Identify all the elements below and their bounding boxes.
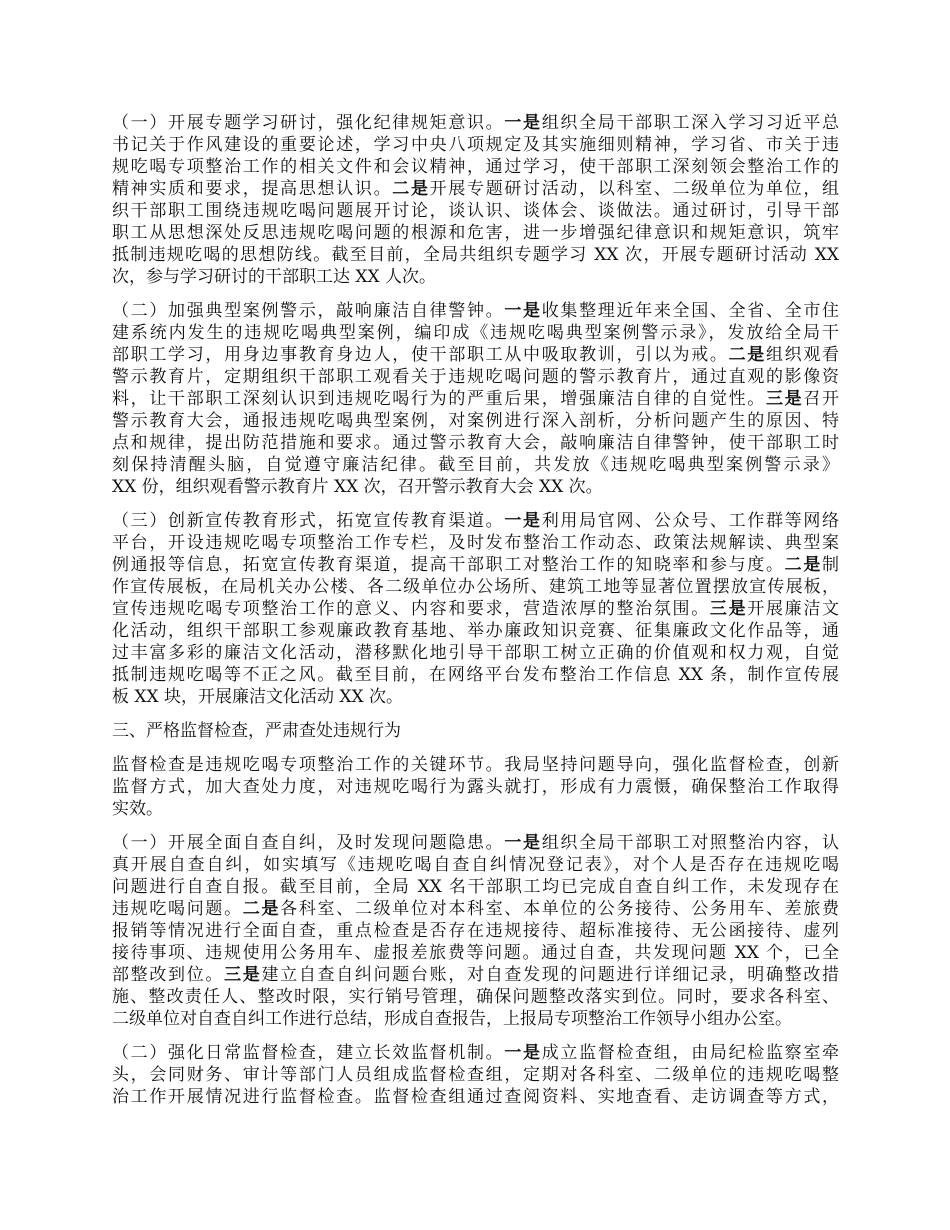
text-line — [112, 554, 839, 576]
text-line — [112, 322, 839, 344]
bold-keyword: 三是 — [765, 389, 804, 409]
text-line — [112, 832, 839, 854]
text-run: 组织全局干部职工对照整治内容，认 — [541, 833, 840, 853]
text-run: 料，让干部职工深刻认识到违规吃喝行为的严重后果，增强廉洁自律的自觉性。 — [112, 389, 766, 409]
text-line — [112, 244, 839, 266]
text-run: 问题进行自查自报。截至目前，全局 XX 名干部职工均已完成自查自纠工作，未发现存在 — [112, 877, 839, 897]
bold-keyword: 二是 — [392, 179, 430, 199]
text-run: （一）开展全面自查自纠，及时发现问题隐患。 — [112, 833, 505, 853]
text-line — [112, 366, 839, 388]
text-line — [112, 1008, 839, 1030]
text-line — [112, 266, 839, 288]
text-run: 精神实质和要求，提高思想认识。 — [112, 179, 393, 199]
bold-keyword: 三是 — [224, 965, 262, 985]
text-run: 刻保持清醒头脑，自觉遵守廉洁纪律。截至目前，共发放《违规吃喝典型案例警示录》 — [112, 455, 839, 475]
bold-keyword: 一是 — [504, 301, 542, 321]
bold-keyword: 二是 — [242, 899, 281, 919]
bold-keyword: 一是 — [504, 113, 542, 133]
text-line — [112, 156, 839, 178]
text-line — [112, 178, 839, 200]
text-run: 警示教育片，定期组织干部职工观看关于违规吃喝问题的警示教育片，通过直观的影像资 — [112, 367, 839, 387]
text-line — [112, 1086, 839, 1108]
text-line — [112, 598, 839, 620]
bold-keyword: 一是 — [504, 511, 542, 531]
text-line — [112, 222, 839, 244]
text-run: 组织观看 — [765, 345, 840, 365]
text-line — [112, 510, 839, 532]
text-line — [112, 798, 839, 820]
text-line — [112, 476, 839, 498]
text-run: 制 — [822, 555, 840, 575]
text-line — [112, 776, 839, 798]
text-line — [112, 964, 839, 986]
text-line — [112, 300, 839, 322]
section-heading — [112, 720, 839, 742]
text-run: 宣传违规吃喝专项整治工作的意义、内容和要求，营造浓厚的整治氛围。 — [112, 599, 710, 619]
text-run: 利用局官网、公众号、工作群等网络 — [541, 511, 840, 531]
text-run: 警示教育大会，通报违规吃喝典型案例，对案例进行深入剖析，分析问题产生的原因、特 — [112, 411, 839, 431]
text-run: 真开展自查自纠，如实填写《违规吃喝自查自纠情况登记表》，对个人是否存在违规吃喝 — [112, 855, 839, 875]
text-line — [112, 112, 839, 134]
text-line — [112, 720, 839, 742]
paragraph-self-inspection — [112, 832, 839, 1030]
text-run: 化活动，组织干部职工参观廉政教育基地、举办廉政知识竞赛、征集廉政文化作品等，通 — [112, 621, 839, 641]
text-run: 成立监督检查组，由局纪检监察室牵 — [541, 1043, 840, 1063]
text-run: 三、严格监督检查，严肃查处违规行为 — [112, 721, 401, 741]
text-line — [112, 986, 839, 1008]
text-line — [112, 620, 839, 642]
text-line — [112, 754, 839, 776]
text-run: 各科室、二级单位对本科室、本单位的公务接待、公务用车、差旅费 — [280, 899, 840, 919]
text-run: 抵制违规吃喝的思想防线。截至目前，全局共组织专题学习 XX 次，开展专题研讨活动 XX — [112, 245, 839, 265]
bold-keyword: 二是 — [728, 345, 766, 365]
text-line — [112, 854, 839, 876]
text-run: 开展廉洁文 — [747, 599, 840, 619]
text-run: 书记关于作风建设的重要论述，学习中央八项规定及其实施细则精神，学习省、市关于违 — [112, 135, 839, 155]
text-line — [112, 200, 839, 222]
text-run: （三）创新宣传教育形式，拓宽宣传教育渠道。 — [112, 511, 505, 531]
text-line — [112, 532, 839, 554]
text-run: 二级单位对自查自纠工作进行总结，形成自查报告，上报局专项整治工作领导小组办公室。 — [112, 1009, 792, 1029]
paragraph-warning — [112, 300, 839, 498]
text-run: 报销等情况进行全面自查，重点检查是否存在违规接待、超标准接待、无公函接待、虚列 — [112, 921, 839, 941]
text-run: 职工从思想深处反思违规吃喝问题的根源和危害，进一步增强纪律意识和规矩意识，筑牢 — [112, 223, 839, 243]
text-run: 施、整改责任人、整改时限，实行销号管理，确保问题整改落实到位。同时，要求各科室、 — [112, 987, 839, 1007]
bold-keyword: 三是 — [709, 599, 748, 619]
text-line — [112, 388, 839, 410]
text-line — [112, 942, 839, 964]
text-line — [112, 642, 839, 664]
text-run: 作宣传展板，在局机关办公楼、各二级单位办公场所、建筑工地等显著位置摆放宣传展板， — [112, 577, 839, 597]
text-run: 部职工学习，用身边事教育身边人，使干部职工从中吸取教训，引以为戒。 — [112, 345, 729, 365]
text-run: 过丰富多彩的廉洁文化活动，潜移默化地引导干部职工树立正确的价值观和权力观，自觉 — [112, 643, 839, 663]
text-line — [112, 410, 839, 432]
text-line — [112, 664, 839, 686]
text-run: 建系统内发生的违规吃喝典型案例，编印成《违规吃喝典型案例警示录》，发放给全局干 — [112, 323, 839, 343]
text-run: 平台，开设违规吃喝专项整治工作专栏，及时发布整治工作动态、政策法规解读、典型案 — [112, 533, 839, 553]
text-line — [112, 454, 839, 476]
bold-keyword: 一是 — [504, 1043, 542, 1063]
text-run: 实效。 — [112, 799, 163, 819]
text-line — [112, 134, 839, 156]
text-run: 头，会同财务、审计等部门人员组成监督检查组，定期对各科室、二级单位的违规吃喝整 — [112, 1065, 839, 1085]
text-run: 开展专题研讨活动，以科室、二级单位为单位，组 — [429, 179, 840, 199]
text-run: （一）开展专题学习研讨，强化纪律规矩意识。 — [112, 113, 505, 133]
text-run: XX 份，组织观看警示教育片 XX 次，召开警示教育大会 XX 次。 — [112, 477, 603, 497]
text-line — [112, 1042, 839, 1064]
section-intro — [112, 754, 839, 820]
text-run: 召开 — [803, 389, 840, 409]
text-run: 组织全局干部职工深入学习习近平总 — [541, 113, 840, 133]
paragraph-supervision — [112, 1042, 839, 1108]
text-run: 建立自查自纠问题台账，对自查发现的问题进行详细记录，明确整改措 — [261, 965, 840, 985]
text-run: 监督方式，加大查处力度，对违规吃喝行为露头就打，形成有力震慑，确保整治工作取得 — [112, 777, 839, 797]
paragraph-publicity — [112, 510, 839, 708]
text-run: 违规吃喝问题。 — [112, 899, 243, 919]
text-line — [112, 686, 839, 708]
bold-keyword: 二是 — [784, 555, 823, 575]
paragraph-study — [112, 112, 839, 288]
text-run: 规吃喝专项整治工作的相关文件和会议精神，通过学习，使干部职工深刻领会整治工作的 — [112, 157, 839, 177]
text-run: 次，参与学习研讨的干部职工达 XX 人次。 — [112, 267, 437, 287]
text-line — [112, 344, 839, 366]
text-line — [112, 1064, 839, 1086]
text-run: 例通报等信息，拓宽宣传教育渠道，提高干部职工对整治工作的知晓率和参与度。 — [112, 555, 785, 575]
text-run: 收集整理近年来全国、全省、全市住 — [541, 301, 840, 321]
text-line — [112, 432, 839, 454]
text-run: 抵制违规吃喝等不正之风。截至目前，在网络平台发布整治工作信息 XX 条，制作宣传展 — [112, 665, 839, 685]
text-run: 接待事项、违规使用公务用车、虚报差旅费等问题。通过自查，共发现问题 XX 个，已全 — [112, 943, 839, 963]
text-line — [112, 876, 839, 898]
text-run: 板 XX 块，开展廉洁文化活动 XX 次。 — [112, 687, 404, 707]
text-run: 监督检查是违规吃喝专项整治工作的关键环节。我局坚持问题导向，强化监督检查，创新 — [112, 755, 839, 775]
text-run: 织干部职工围绕违规吃喝问题展开讨论，谈认识、谈体会、谈做法。通过研讨，引导干部 — [112, 201, 839, 221]
text-run: 部整改到位。 — [112, 965, 225, 985]
text-run: （二）强化日常监督检查，建立长效监督机制。 — [112, 1043, 505, 1063]
text-line — [112, 576, 839, 598]
text-line — [112, 920, 839, 942]
document-body — [112, 112, 839, 1120]
bold-keyword: 一是 — [504, 833, 542, 853]
text-line — [112, 898, 839, 920]
text-run: 治工作开展情况进行监督检查。监督检查组通过查阅资料、实地查看、走访调查等方式， — [112, 1087, 839, 1107]
text-run: （二）加强典型案例警示，敲响廉洁自律警钟。 — [112, 301, 505, 321]
text-run: 点和规律，提出防范措施和要求。通过警示教育大会，敲响廉洁自律警钟，使干部职工时 — [112, 433, 839, 453]
